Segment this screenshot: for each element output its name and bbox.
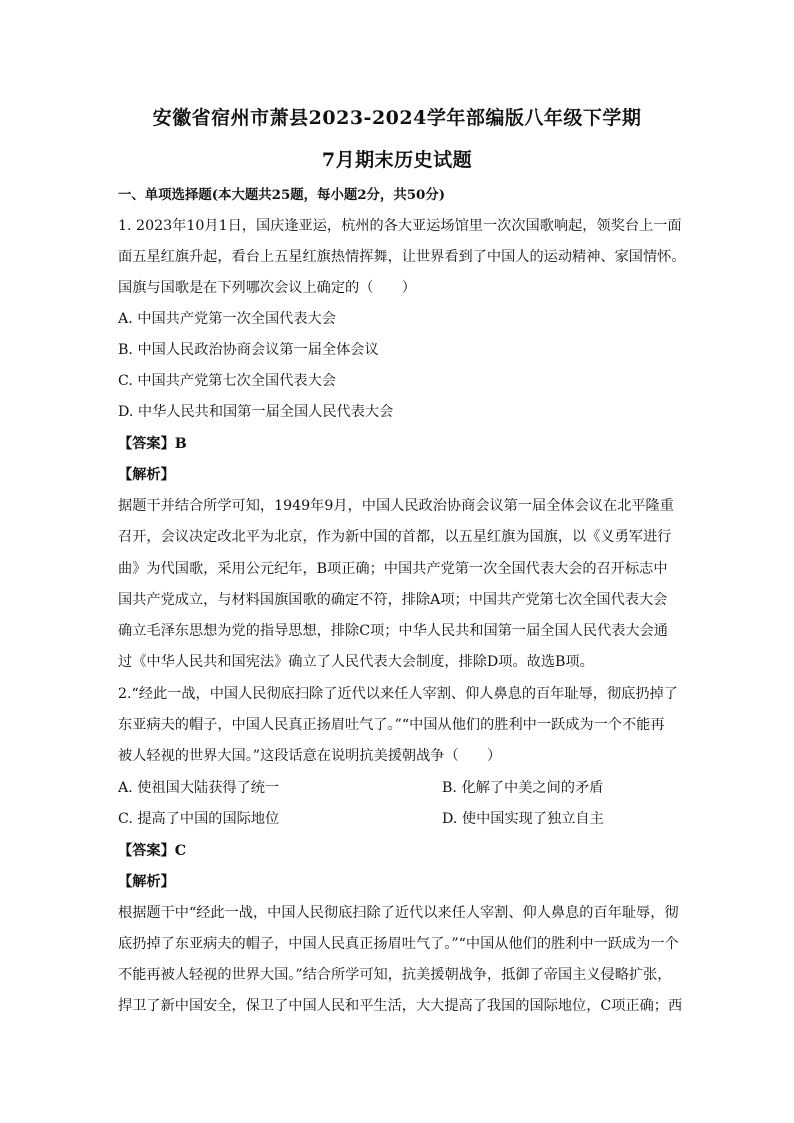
q1-option-c: C. 中国共产党第七次全国代表大会 bbox=[118, 373, 336, 389]
q1-analysis-line: 曲》为代国歌，采用公元纪年，B项正确；中国共产党第一次全国代表大会的召开标志中 bbox=[118, 561, 668, 577]
q1-analysis-heading: 【解析】 bbox=[118, 467, 175, 483]
q1-stem-line: 国旗与国歌是在下列哪次会议上确定的（ ） bbox=[118, 280, 416, 296]
q1-analysis-line: 召开，会议决定改北平为北京，作为新中国的首都，以五星红旗为国旗，以《义勇军进行 bbox=[118, 529, 672, 545]
q1-answer: 【答案】B bbox=[118, 436, 187, 452]
q2-stem-line: 被人轻视的世界大国。”这段话意在说明抗美援朝战争（ ） bbox=[118, 748, 502, 764]
q2-option-c: C. 提高了中国的国际地位 bbox=[118, 811, 280, 827]
section-heading: 一、单项选择题(本大题共25题，每小题2分，共50分) bbox=[118, 187, 446, 203]
q1-analysis-line: 据题干并结合所学可知，1949年9月，中国人民政治协商会议第一届全体会议在北平隆重 bbox=[118, 498, 674, 514]
q1-stem-line: 1. 2023年10月1日，国庆逢亚运，杭州的各大亚运场馆里一次次国歌响起，领奖台上一面 bbox=[118, 218, 682, 234]
q1-option-d: D. 中华人民共和国第一届全国人民代表大会 bbox=[118, 404, 394, 420]
q2-option-d: D. 使中国实现了独立自主 bbox=[442, 811, 604, 827]
q2-analysis-line: 底扔掉了东亚病夫的帽子，中国人民真正扬眉吐气了。”“中国从他们的胜利中一跃成为一个 bbox=[118, 936, 679, 952]
q1-analysis-line: 确立毛泽东思想为党的指导思想，排除C项；中华人民共和国第一届全国人民代表大会通 bbox=[118, 623, 668, 639]
q2-analysis-line: 不能再被人轻视的世界大国。”结合所学可知，抗美援朝战争，抵御了帝国主义侵略扩张， bbox=[118, 967, 672, 983]
q2-option-a: A. 使祖国大陆获得了统一 bbox=[118, 780, 280, 796]
exam-title-line2: 7月期末历史试题 bbox=[321, 149, 473, 171]
q2-analysis-heading: 【解析】 bbox=[118, 874, 175, 890]
q2-option-b: B. 化解了中美之间的矛盾 bbox=[442, 780, 604, 796]
q1-stem-line: 面五星红旗升起，看台上五星红旗热情挥舞，让世界看到了中国人的运动精神、家国情怀。 bbox=[118, 249, 686, 265]
q2-answer: 【答案】C bbox=[118, 843, 187, 859]
q1-option-a: A. 中国共产党第一次全国代表大会 bbox=[118, 311, 336, 327]
q2-stem-line: 东亚病夫的帽子，中国人民真正扬眉吐气了。”“中国从他们的胜利中一跃成为一个不能再 bbox=[118, 717, 665, 733]
q1-analysis-line: 国共产党成立，与材料国旗国歌的确定不符，排除A项；中国共产党第七次全国代表大会 bbox=[118, 592, 668, 608]
q2-analysis-line: 捍卫了新中国安全，保卫了中国人民和平生活，大大提高了我国的国际地位，C项正确；西 bbox=[118, 998, 683, 1014]
exam-title-line1: 安徽省宿州市萧县2023-2024学年部编版八年级下学期 bbox=[152, 107, 642, 129]
q2-stem-line: 2.“经此一战，中国人民彻底扫除了近代以来任人宰割、仰人鼻息的百年耻辱，彻底扔掉了 bbox=[118, 686, 678, 702]
q2-analysis-line: 根据题干中“经此一战，中国人民彻底扫除了近代以来任人宰割、仰人鼻息的百年耻辱，彻 bbox=[118, 905, 679, 921]
q1-analysis-line: 过《中华人民共和国宪法》确立了人民代表大会制度，排除D项。故选B项。 bbox=[118, 654, 594, 670]
q1-option-b: B. 中国人民政治协商会议第一届全体会议 bbox=[118, 342, 379, 358]
